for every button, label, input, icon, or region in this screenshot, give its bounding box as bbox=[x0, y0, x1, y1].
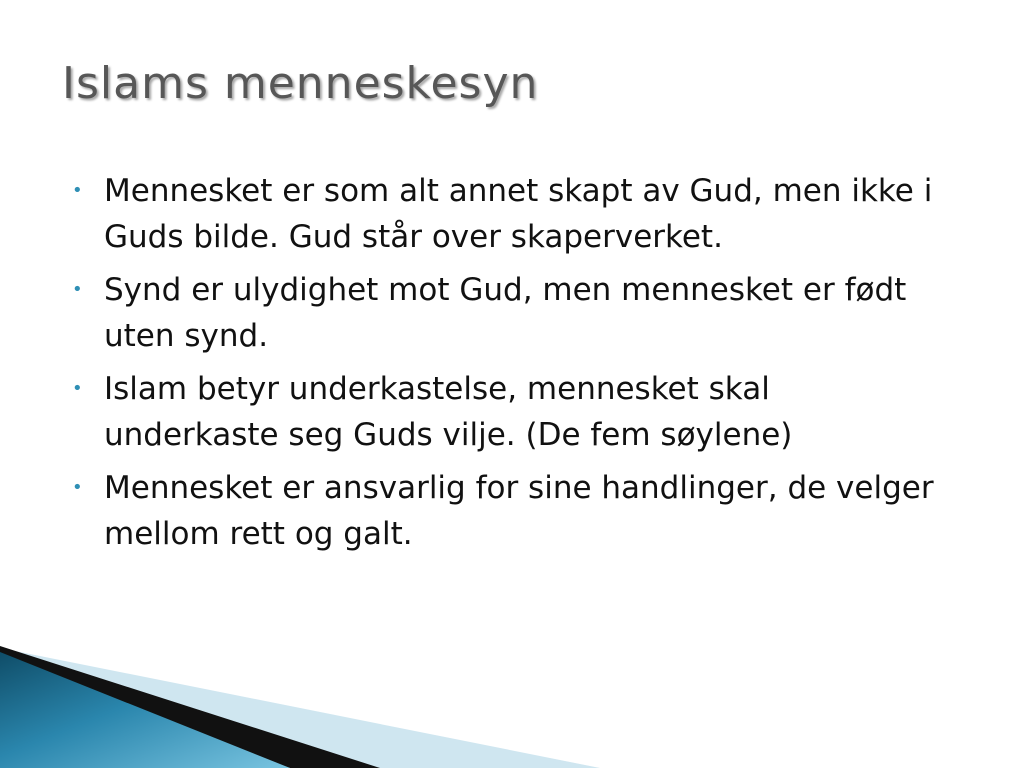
bullet-item bbox=[70, 267, 950, 359]
bullet-dot-icon: • bbox=[72, 477, 83, 498]
bullet-text: Islam betyr underkastelse, mennesket skal underkaste seg Guds vilje. (De fem søylene) bbox=[104, 371, 793, 453]
decorative-wedge bbox=[0, 638, 1024, 768]
bullet-list bbox=[70, 168, 950, 564]
bullet-item bbox=[70, 465, 950, 557]
bullet-dot-icon: • bbox=[72, 378, 83, 399]
bullet-text: Synd er ulydighet mot Gud, men mennesket er født uten synd. bbox=[104, 272, 907, 354]
bullet-item bbox=[70, 168, 950, 260]
bullet-dot-icon: • bbox=[72, 180, 83, 201]
bullet-dot-icon: • bbox=[72, 279, 83, 300]
slide-title: Islams menneskesyn bbox=[62, 58, 539, 109]
bullet-text: Mennesket er som alt annet skapt av Gud, men ikke i Guds bilde. Gud står over skaperverket. bbox=[104, 173, 933, 255]
bullet-item bbox=[70, 366, 950, 458]
bullet-text: Mennesket er ansvarlig for sine handlinger, de velger mellom rett og galt. bbox=[104, 470, 934, 552]
